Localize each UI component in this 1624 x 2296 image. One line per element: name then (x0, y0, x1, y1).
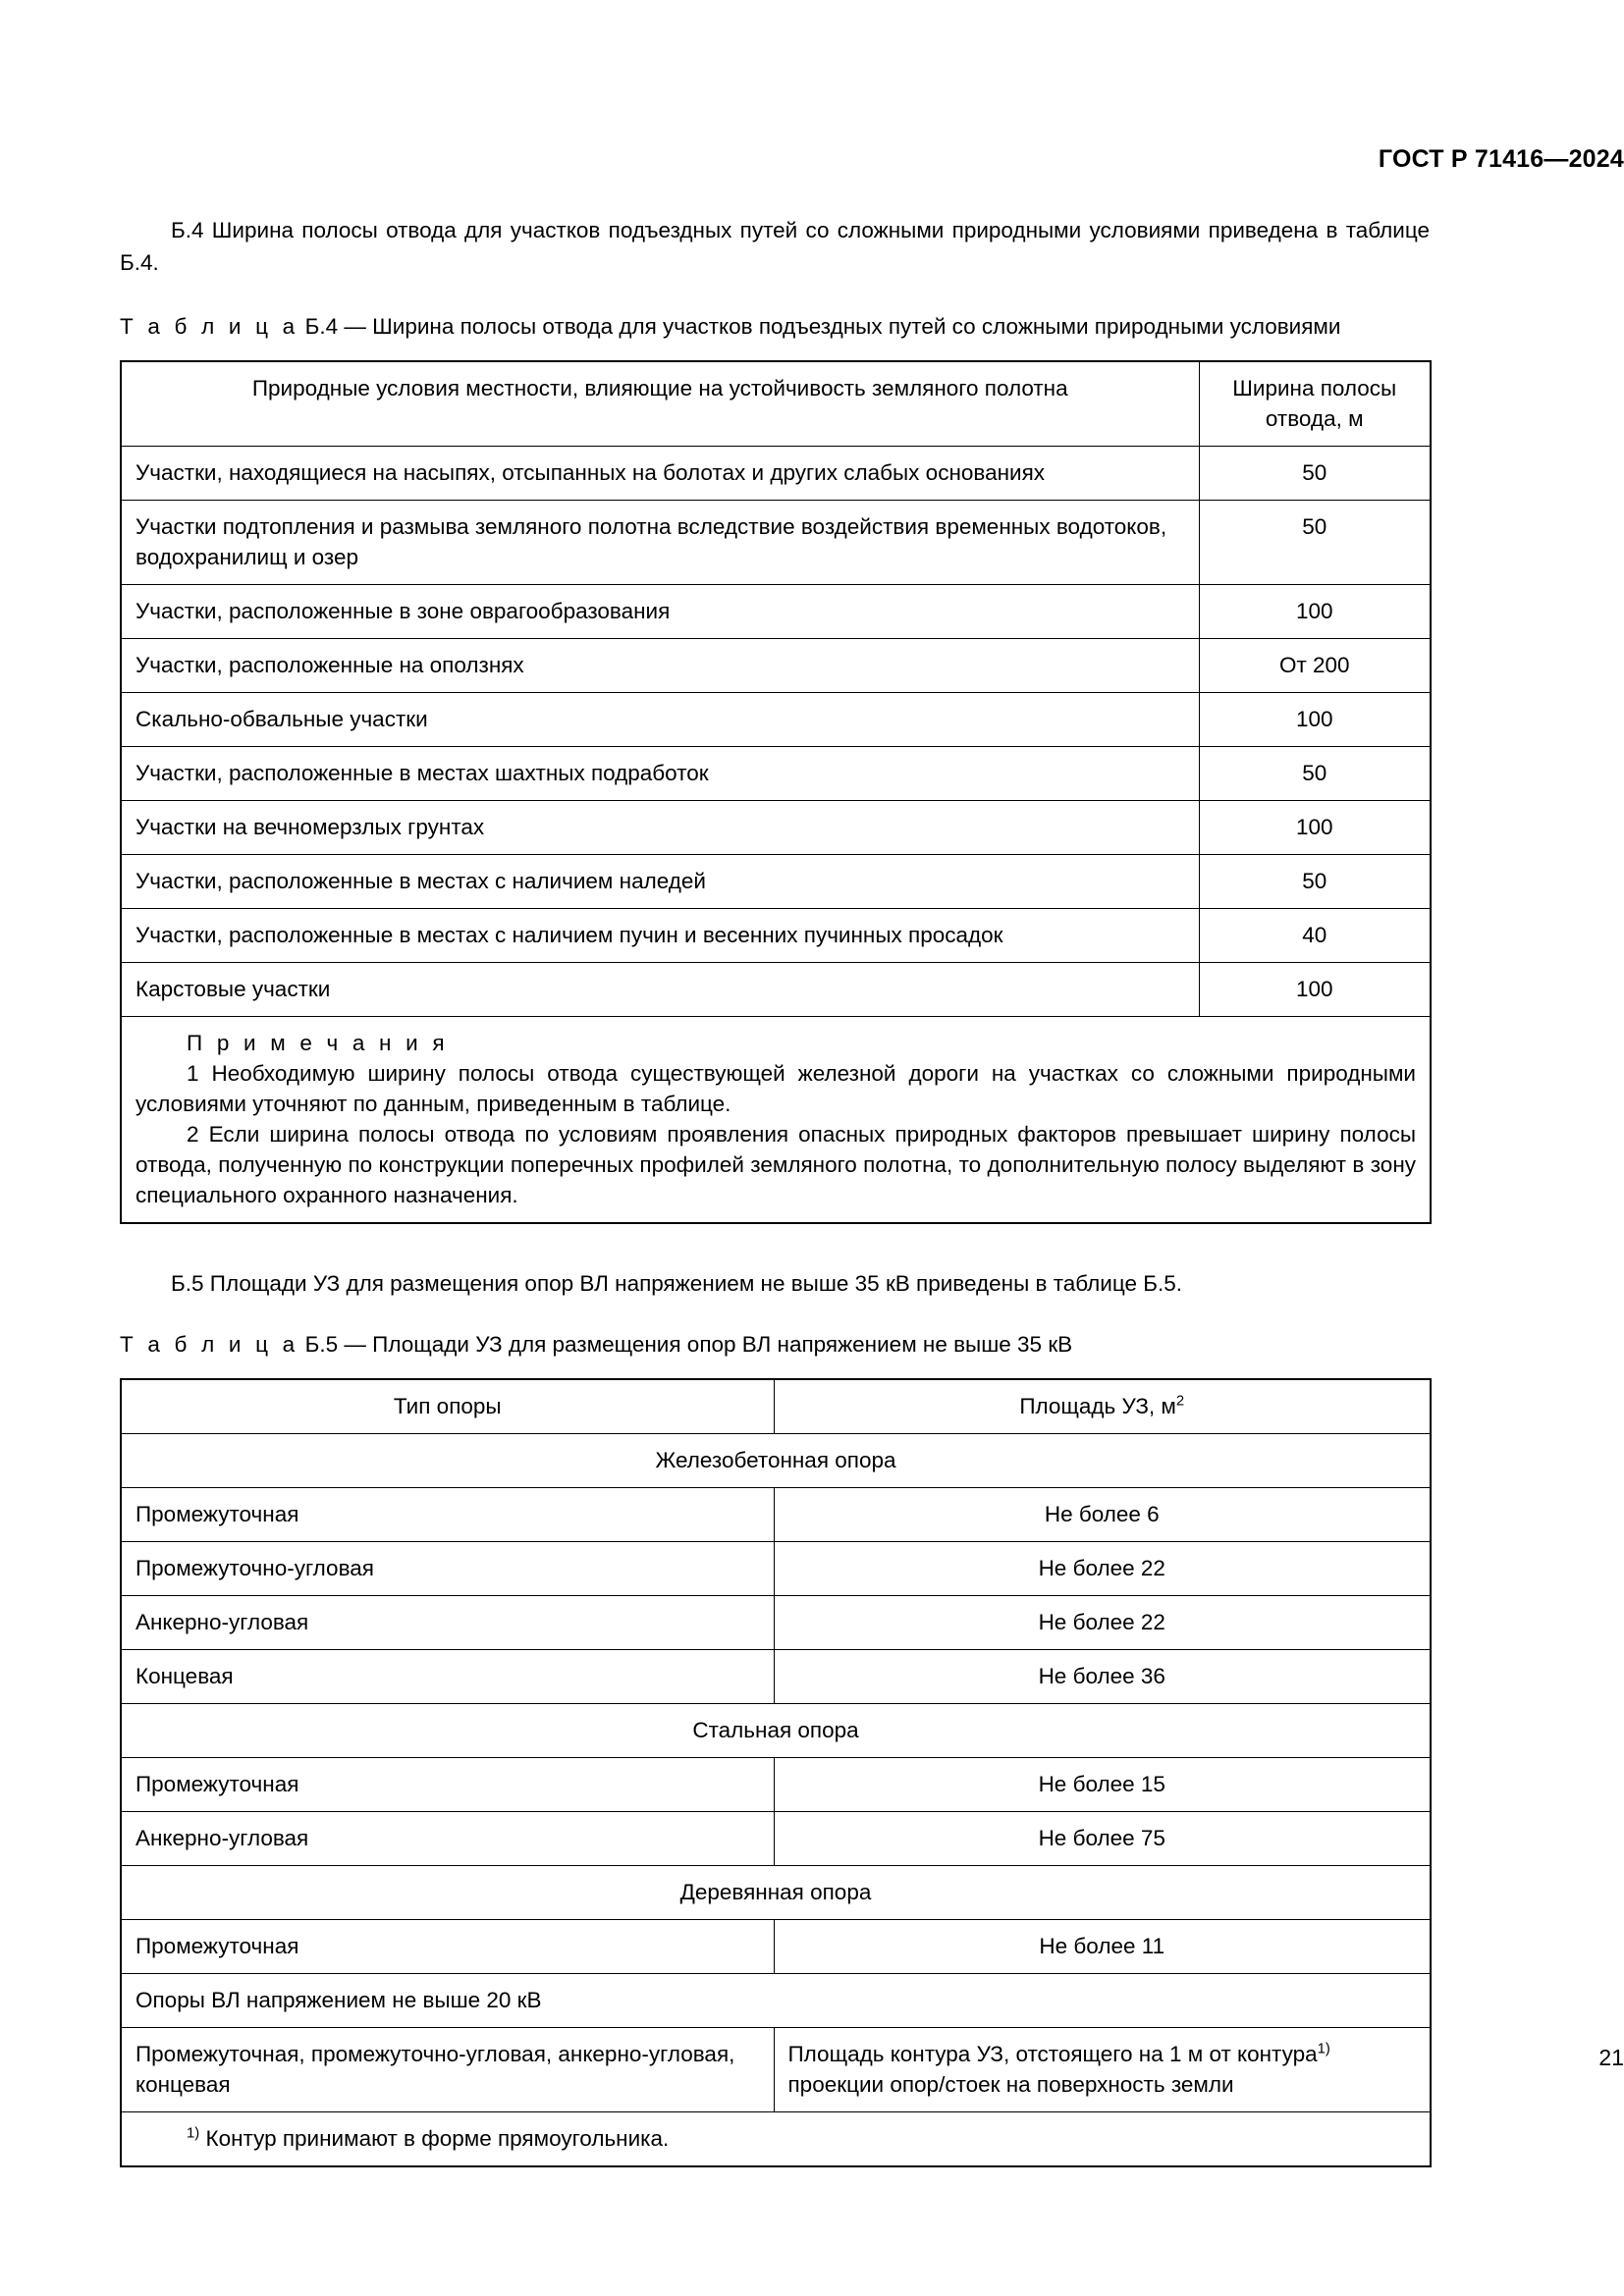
table-row (121, 1596, 1431, 1650)
table-row (121, 1650, 1431, 1704)
table-b4-header-width-line2: отвода, м (1265, 406, 1364, 431)
table-b4-cell-width: 100 (1199, 693, 1431, 747)
page-content (120, 0, 1430, 2167)
table-b5-cell-area: Не более 11 (774, 1920, 1431, 1974)
page-number: 21 (1598, 2045, 1624, 2070)
table-row (121, 501, 1431, 585)
table-b5-header-area-superscript: 2 (1175, 1393, 1185, 1410)
table-b5-footnote-cell (121, 2112, 1431, 2167)
paragraph-b5: Б.5 Площади УЗ для размещения опор ВЛ напряжением не выше 35 кВ приведены в таблице Б.5. (171, 1271, 1183, 1296)
table-b4-caption-text: Б.4 — Ширина полосы отвода для участков подъездных путей со сложными природными условиями (304, 314, 1341, 339)
table-b5-cell-area: Не более 22 (774, 1596, 1431, 1650)
table-row (121, 1758, 1431, 1812)
table-row (121, 1812, 1431, 1866)
table-row (121, 1920, 1431, 1974)
table-b5-group-row (121, 1704, 1431, 1758)
table-b4-cell-condition: Участки, расположенные в зоне оврагообразования (121, 585, 1199, 639)
table-b5-cell-area: Не более 22 (774, 1542, 1431, 1596)
table-b4-cell-width: 100 (1199, 963, 1431, 1017)
table-b5-cell-type: Промежуточная (121, 1920, 774, 1974)
table-b5-cell-area: Не более 36 (774, 1650, 1431, 1704)
table-b5-area-line1: Площадь контура УЗ, отстоящего на 1 м от контура (787, 2042, 1318, 2066)
table-b4-cell-width: 100 (1199, 801, 1431, 855)
footnote-marker: 1) (187, 2125, 200, 2142)
table-b4-cell-condition: Участки подтопления и размыва земляного полотна вследствие воздействия временных водотоков, водохранилищ и озер (121, 501, 1199, 585)
table-b4-cell-width: 50 (1199, 447, 1431, 501)
table-b5-group-cell: Железобетонная опора (121, 1434, 1431, 1488)
table-b4-cell-width: 50 (1199, 747, 1431, 801)
table-b5-group-cell: Деревянная опора (121, 1866, 1431, 1920)
table-b5-cell-type: Промежуточно-угловая (121, 1542, 774, 1596)
table-b5-span-row (121, 1974, 1431, 2028)
table-b5-caption-label: Т а б л и ц а (120, 1332, 299, 1357)
table-b5-span-cell: Опоры ВЛ напряжением не выше 20 кВ (121, 1974, 1431, 2028)
table-row (121, 639, 1431, 693)
table-b5-header-row (121, 1379, 1431, 1434)
table-b5-caption-text: Б.5 — Площади УЗ для размещения опор ВЛ напряжением не выше 35 кВ (304, 1332, 1073, 1357)
table-b4-header-width (1199, 361, 1431, 447)
table-b5-header-area (774, 1379, 1431, 1434)
table-b5-cell-area: Не более 6 (774, 1488, 1431, 1542)
table-b4-cell-width: 100 (1199, 585, 1431, 639)
table-b5-area-footnote-marker: 1) (1317, 2041, 1330, 2057)
table-row (121, 447, 1431, 501)
table-row (121, 963, 1431, 1017)
table-b4-caption-label: Т а б л и ц а (120, 314, 299, 339)
table-b5-cell-area: Не более 15 (774, 1758, 1431, 1812)
table-b4-cell-condition: Карстовые участки (121, 963, 1199, 1017)
table-b4-header-condition: Природные условия местности, влияющие на устойчивость земляного полотна (121, 361, 1199, 447)
table-b4-notes-cell (121, 1017, 1431, 1224)
table-row (121, 1488, 1431, 1542)
table-b4 (120, 360, 1432, 1224)
table-b4-cell-width: От 200 (1199, 639, 1431, 693)
table-b4-cell-width: 50 (1199, 501, 1431, 585)
notes-item: 2 Если ширина полосы отвода по условиям проявления опасных природных факторов превышает ширину полосы отвода, полученную по конструкции поперечных профилей земляного полотна, то дополнительную полосу выделяют в зону специального охранного назначения. (135, 1122, 1416, 1207)
notes-title: П р и м е ч а н и я (187, 1031, 449, 1055)
table-b4-cell-condition: Участки, расположенные в местах с наличием пучин и весенних пучинных просадок (121, 909, 1199, 963)
standard-header: ГОСТ Р 71416—2024 (1378, 145, 1624, 173)
table-row (121, 585, 1431, 639)
paragraph-b4: Б.4 Ширина полосы отвода для участков подъездных путей со сложными природными условиями приведена в таблице Б.4. (120, 218, 1430, 275)
table-row (121, 855, 1431, 909)
table-b5-group-cell: Стальная опора (121, 1704, 1431, 1758)
table-b4-caption (120, 311, 1430, 342)
table-b5-cell-type: Промежуточная (121, 1758, 774, 1812)
table-row (121, 693, 1431, 747)
table-b5-footnote-row (121, 2112, 1431, 2167)
table-b4-notes-row (121, 1017, 1431, 1224)
table-b5-header-area-text: Площадь УЗ, м (1019, 1394, 1176, 1418)
table-b5-caption (120, 1329, 1430, 1360)
table-b4-cell-condition: Участки, расположенные в местах шахтных подработок (121, 747, 1199, 801)
table-b5-header-type: Тип опоры (121, 1379, 774, 1434)
table-b5-group-row (121, 1866, 1431, 1920)
table-row (121, 747, 1431, 801)
table-row (121, 801, 1431, 855)
table-b5-cell-type: Концевая (121, 1650, 774, 1704)
table-b4-cell-condition: Участки, расположенные в местах с наличием наледей (121, 855, 1199, 909)
table-b4-cell-width: 50 (1199, 855, 1431, 909)
table-b5-cell-type: Анкерно-угловая (121, 1812, 774, 1866)
table-b4-header-width-line1: Ширина полосы (1232, 376, 1397, 400)
table-b5 (120, 1378, 1432, 2167)
table-b4-cell-condition: Участки, расположенные на оползнях (121, 639, 1199, 693)
notes-item: 1 Необходимую ширину полосы отвода существующей железной дороги на участках со сложными природными условиями уточняют по данным, приведенным в таблице. (135, 1061, 1416, 1116)
table-b5-cell-type: Промежуточная (121, 1488, 774, 1542)
table-row (121, 1542, 1431, 1596)
table-b5-cell-area: Не более 75 (774, 1812, 1431, 1866)
table-b5-cell-type: Анкерно-угловая (121, 1596, 774, 1650)
table-b4-cell-width: 40 (1199, 909, 1431, 963)
table-b5-cell-area (774, 2028, 1431, 2112)
table-b5-area-line2: проекции опор/стоек на поверхность земли (787, 2072, 1234, 2097)
table-b4-header-row (121, 361, 1431, 447)
table-b5-group-row (121, 1434, 1431, 1488)
footnote-text: Контур принимают в форме прямоугольника. (205, 2126, 670, 2151)
table-row (121, 2028, 1431, 2112)
table-b4-cell-condition: Участки на вечномерзлых грунтах (121, 801, 1199, 855)
table-b4-cell-condition: Скально-обвальные участки (121, 693, 1199, 747)
table-b4-cell-condition: Участки, находящиеся на насыпях, отсыпанных на болотах и других слабых основаниях (121, 447, 1199, 501)
table-row (121, 909, 1431, 963)
table-b5-cell-type: Промежуточная, промежуточно-угловая, анкерно-угловая, концевая (121, 2028, 774, 2112)
